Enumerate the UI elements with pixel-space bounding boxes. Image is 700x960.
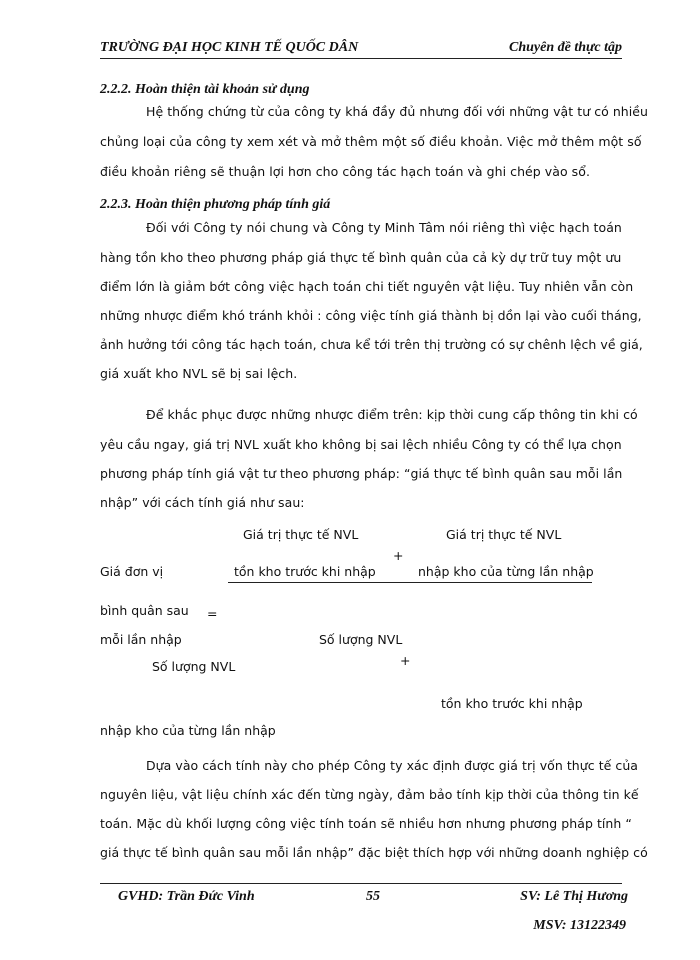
paragraph-line: toán. Mặc dù khối lượng công việc tính toán sẽ nhiều hơn nhưng phương pháp tính “	[100, 816, 632, 831]
section-222-heading: 2.2.2. Hoàn thiện tài khoản sử dụng	[100, 82, 310, 97]
paragraph-line: nguyên liệu, vật liệu chính xác đến từng ngày, đảm bảo tính kịp thời của thông tin kế	[100, 787, 639, 802]
footer-rule	[100, 883, 622, 884]
paragraph-line: Đối với Công ty nói chung và Công ty Minh Tâm nói riêng thì việc hạch toán	[146, 220, 622, 235]
formula-num-right-1: Giá trị thực tế NVL	[446, 527, 562, 542]
section-222-line	[100, 134, 642, 149]
paragraph-line: yêu cầu ngay, giá trị NVL xuất kho không bị sai lệch nhiều Công ty có thể lựa chọn	[100, 437, 622, 452]
paragraph-line: Để khắc phục được những nhược điểm trên: kịp thời cung cấp thông tin khi có	[146, 407, 638, 422]
formula-num-left-2: tồn kho trước khi nhập	[234, 564, 376, 579]
formula-lhs-2: bình quân sau	[100, 603, 189, 618]
formula-equals: =	[207, 606, 218, 621]
formula-den-right-2: tồn kho trước khi nhập	[441, 696, 583, 711]
footer-student-name: SV: Lê Thị Hương	[520, 889, 628, 904]
paragraph-line: điểm lớn là giảm bớt công việc hạch toán chi tiết nguyên vật liệu. Tuy nhiên vẫn còn	[100, 279, 634, 294]
formula-lhs-1: Giá đơn vị	[100, 564, 164, 579]
text-line: chủng loại của công ty xem xét và mở thêm một số điều khoản. Việc mở thêm một số	[100, 134, 642, 149]
formula-den-plus: +	[400, 653, 411, 668]
footer-student-id: MSV: 13122349	[533, 918, 626, 933]
header-rule	[100, 58, 622, 59]
formula-lhs-3: mỗi lần nhập	[100, 632, 182, 647]
paragraph-line: Dựa vào cách tính này cho phép Công ty xác định được giá trị vốn thực tế của	[146, 758, 639, 773]
paragraph-line: phương pháp tính giá vật tư theo phương pháp: “giá thực tế bình quân sau mỗi lần	[100, 466, 623, 481]
text-line: Hệ thống chứng từ của công ty khá đầy đủ nhưng đối với những vật tư có nhiều	[146, 104, 649, 119]
paragraph-line: những nhược điểm khó tránh khỏi : công việc tính giá thành bị dồn lại vào cuối tháng,	[100, 308, 642, 323]
paragraph-line: nhập” với cách tính giá như sau:	[100, 495, 305, 510]
paragraph-line: ảnh hưởng tới công tác hạch toán, chưa kể tới trên thị trường có sự chênh lệch về giá,	[100, 337, 643, 352]
paragraph-line: giá thực tế bình quân sau mỗi lần nhập” đặc biệt thích hợp với những doanh nghiệp có	[100, 845, 648, 860]
section-223-heading: 2.2.3. Hoàn thiện phương pháp tính giá	[100, 197, 331, 212]
header-report-type: Chuyên đề thực tập	[508, 40, 622, 55]
formula-fraction-bar	[228, 582, 592, 583]
formula-den-right-1: Số lượng NVL	[319, 632, 403, 647]
formula-den-left-1: Số lượng NVL	[152, 659, 236, 674]
paragraph-line: hàng tồn kho theo phương pháp giá thực tế bình quân của cả kỳ dự trữ tuy một ưu	[100, 250, 622, 265]
section-222-line: điều khoản riêng sẽ thuận lợi hơn cho công tác hạch toán và ghi chép vào sổ.	[100, 164, 590, 179]
paragraph-line: giá xuất kho NVL sẽ bị sai lệch.	[100, 366, 298, 381]
formula-num-plus: +	[393, 548, 404, 563]
footer-supervisor: GVHD: Trần Đức Vinh	[118, 889, 255, 904]
formula-den-left-2: nhập kho của từng lần nhập	[100, 723, 276, 738]
section-222-line	[146, 104, 649, 119]
footer-page-number: 55	[366, 889, 380, 904]
formula-num-left-1: Giá trị thực tế NVL	[243, 527, 359, 542]
header-school-name: TRƯỜNG ĐẠI HỌC KINH TẾ QUỐC DÂN	[100, 40, 359, 55]
formula-num-right-2: nhập kho của từng lần nhập	[418, 564, 594, 579]
